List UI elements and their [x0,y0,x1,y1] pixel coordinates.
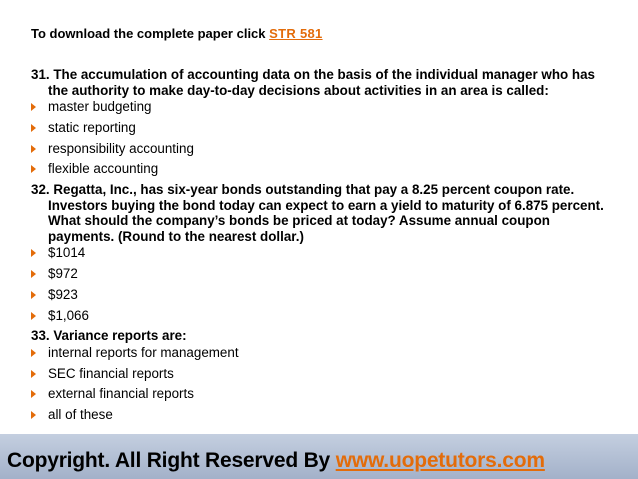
answer-option [31,245,611,261]
answer-option [31,99,611,115]
answer-option-label: SEC financial reports [48,365,174,381]
triangle-right-icon [31,312,36,320]
question-31: 31. The accumulation of accounting data on the basis of the individual manager who has the authority to make day-to-day decisions about activities in an area is called: [31,67,595,98]
answer-option [31,407,611,423]
answer-option-label: $923 [48,286,78,302]
answer-option [31,386,611,402]
download-prefix: To download the complete paper click [31,26,270,41]
triangle-right-icon [31,270,36,278]
answer-option-label: static reporting [48,119,136,135]
answer-option-label: $1014 [48,245,86,261]
answer-option-label: all of these [48,407,113,423]
site-link[interactable]: www.uopetutors.com [335,449,545,472]
triangle-right-icon [31,411,36,419]
question-list [31,67,611,428]
answer-option [31,308,611,324]
download-link[interactable]: STR 581 [269,26,323,41]
answer-option-label: $1,066 [48,307,89,323]
triangle-right-icon [31,291,36,299]
answer-option [31,287,611,303]
triangle-right-icon [31,349,36,357]
answer-option-label: internal reports for management [48,344,239,360]
copyright-footer [7,449,545,473]
answer-option-label: external financial reports [48,386,194,402]
question-33: 33. Variance reports are: [31,328,187,344]
triangle-right-icon [31,249,36,257]
answer-option [31,366,611,382]
triangle-right-icon [31,124,36,132]
triangle-right-icon [31,390,36,398]
download-line [31,26,323,41]
triangle-right-icon [31,103,36,111]
answer-option [31,345,611,361]
answer-option-label: flexible accounting [48,161,159,177]
triangle-right-icon [31,370,36,378]
question-32: 32. Regatta, Inc., has six-year bonds outstanding that pay a 8.25 percent coupon rate. Investors buying the bond today can expect to earn a yield to maturity of 6.875 percent. What should the company’s bonds be priced at today? Assume annual coupon payments. (Round to the nearest dollar.) [31,182,604,244]
answer-option [31,266,611,282]
answer-option-label: $972 [48,265,78,281]
answer-option [31,161,611,177]
answer-option [31,120,611,136]
copyright-text: Copyright. All Right Reserved By [7,449,336,472]
triangle-right-icon [31,165,36,173]
triangle-right-icon [31,145,36,153]
answer-option-label: responsibility accounting [48,140,194,156]
answer-option [31,141,611,157]
answer-option-label: master budgeting [48,99,152,114]
